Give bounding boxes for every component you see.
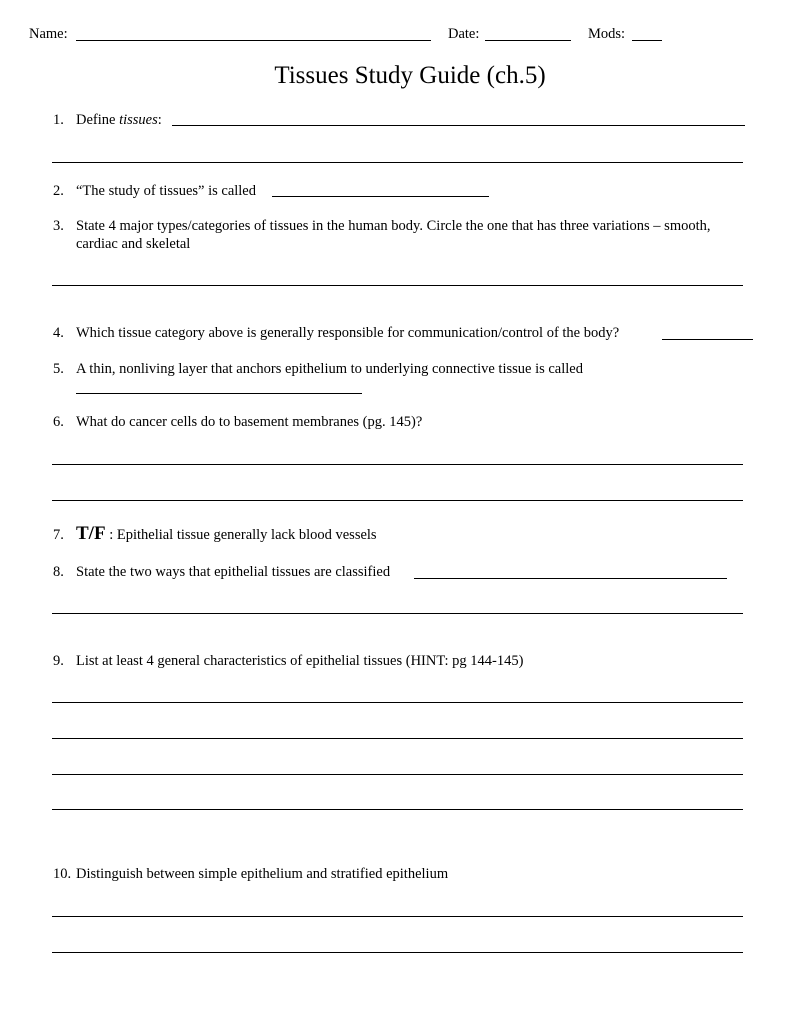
question-number: 1. bbox=[53, 112, 64, 128]
question-7-statement: : Epithelial tissue generally lack blood vessels bbox=[105, 527, 377, 543]
question-2-text: “The study of tissues” is called bbox=[76, 183, 256, 199]
answer-line[interactable] bbox=[76, 393, 362, 394]
answer-line[interactable] bbox=[662, 339, 753, 340]
answer-line[interactable] bbox=[52, 702, 743, 703]
answer-line[interactable] bbox=[52, 285, 743, 286]
question-number: 7. bbox=[53, 527, 64, 543]
question-number: 2. bbox=[53, 183, 64, 199]
question-9-text: List at least 4 general characteristics of epithelial tissues (HINT: pg 144-145) bbox=[76, 653, 524, 669]
true-false-marker[interactable]: T/F bbox=[76, 523, 106, 544]
answer-line[interactable] bbox=[52, 916, 743, 917]
answer-line[interactable] bbox=[52, 738, 743, 739]
mods-label: Mods: bbox=[588, 26, 626, 42]
date-field[interactable] bbox=[485, 40, 571, 41]
answer-line[interactable] bbox=[52, 500, 743, 501]
question-6-text: What do cancer cells do to basement membranes (pg. 145)? bbox=[76, 414, 423, 430]
answer-line[interactable] bbox=[172, 125, 745, 126]
question-8-text: State the two ways that epithelial tissues are classified bbox=[76, 564, 391, 580]
question-1-text bbox=[76, 111, 162, 129]
question-5-text: A thin, nonliving layer that anchors epithelium to underlying connective tissue is called bbox=[76, 361, 583, 377]
answer-line[interactable] bbox=[52, 952, 743, 953]
question-number: 8. bbox=[53, 564, 64, 580]
date-label: Date: bbox=[448, 26, 480, 42]
mods-field[interactable] bbox=[632, 40, 662, 41]
answer-line[interactable] bbox=[52, 464, 743, 465]
question-4-text: Which tissue category above is generally responsible for communication/control of the body? bbox=[76, 325, 620, 341]
answer-line[interactable] bbox=[52, 613, 743, 614]
question-number: 4. bbox=[53, 325, 64, 341]
page-title: Tissues Study Guide (ch.5) bbox=[274, 62, 546, 89]
question-1-suffix: : bbox=[157, 112, 162, 128]
answer-line[interactable] bbox=[272, 196, 489, 197]
question-number: 5. bbox=[53, 361, 64, 377]
question-10-text: Distinguish between simple epithelium and stratified epithelium bbox=[76, 866, 449, 882]
name-label: Name: bbox=[29, 26, 68, 42]
question-number: 9. bbox=[53, 653, 64, 669]
answer-line[interactable] bbox=[52, 809, 743, 810]
question-number: 3. bbox=[53, 218, 64, 234]
question-7-text bbox=[76, 522, 377, 547]
question-3-line-2: cardiac and skeletal bbox=[76, 236, 191, 252]
question-number: 10. bbox=[53, 866, 72, 882]
question-1-prefix: Define bbox=[76, 112, 120, 128]
answer-line[interactable] bbox=[52, 162, 743, 163]
question-number: 6. bbox=[53, 414, 64, 430]
answer-line[interactable] bbox=[414, 578, 727, 579]
question-3-line-1: State 4 major types/categories of tissues in the human body. Circle the one that has three variations – smooth, bbox=[76, 218, 711, 234]
name-field[interactable] bbox=[76, 40, 431, 41]
question-1-term: tissues bbox=[119, 112, 158, 128]
answer-line[interactable] bbox=[52, 774, 743, 775]
